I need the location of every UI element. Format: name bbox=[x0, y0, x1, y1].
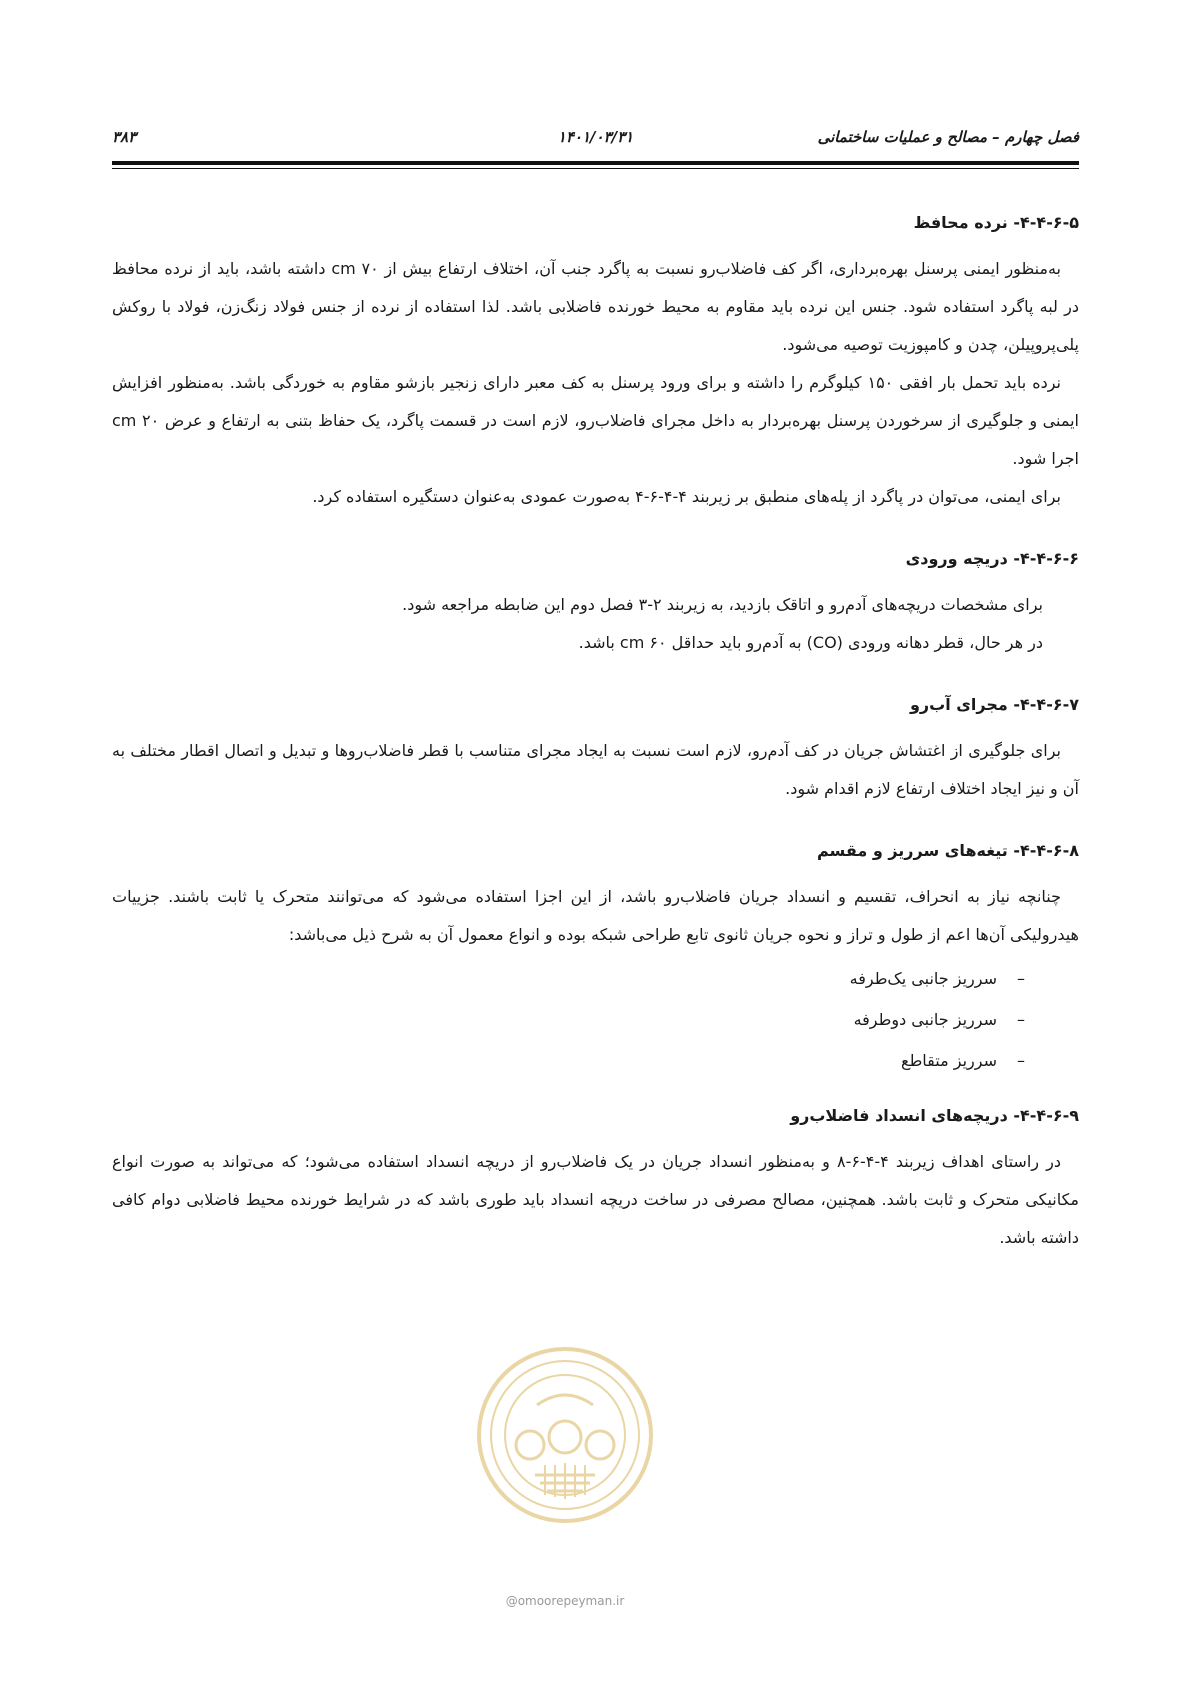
watermark-seal-icon bbox=[475, 1345, 655, 1525]
dash-marker: – bbox=[1017, 1051, 1025, 1070]
section-entry-hatch bbox=[112, 546, 1079, 662]
dash-marker: – bbox=[1017, 1010, 1025, 1029]
paragraph: در هر حال، قطر دهانه ورودی (CO) به آدم‌رو باید حداقل ۶۰ cm باشد. bbox=[578, 633, 1043, 652]
list-item-text: سرریز جانبی یک‌طرفه bbox=[849, 969, 997, 988]
page-header bbox=[112, 128, 1079, 154]
paragraph: برای ایمنی، می‌توان در پاگرد از پله‌های منطبق بر زیربند ۴-۴-۶-۴ به‌صورت عمودی به‌عنوان دستگیره استفاده کرد. bbox=[312, 487, 1061, 506]
list-item bbox=[112, 999, 1025, 1040]
section-guard-rail bbox=[112, 210, 1079, 516]
list-item bbox=[112, 1040, 1025, 1081]
paragraph: به‌منظور ایمنی پرسنل بهره‌برداری، اگر کف فاضلاب‌رو نسبت به پاگرد جنب آن، اختلاف ارتفاع بیش از ۷۰ cm داشته باشد، باید از نرده محافظ در لبه پاگرد استفاده شود. جنس این نرده باید مقاوم به محیط خورنده فاضلابی باشد. لذا استفاده از نرده از جنس فولاد زنگ‌زن، فولاد با روکش پلی‌پروپیلن، چدن و کامپوزیت توصیه می‌شود. bbox=[112, 259, 1079, 354]
dash-marker: – bbox=[1017, 969, 1025, 988]
section-heading: ۴-۴-۶-۸- تیغه‌های سرریز و مقسم bbox=[817, 841, 1079, 860]
section-sewer-gates bbox=[112, 1103, 1079, 1257]
section-water-channel bbox=[112, 692, 1079, 808]
chapter-title: فصل چهارم – مصالح و عملیات ساختمانی bbox=[817, 128, 1079, 146]
paragraph: در راستای اهداف زیربند ۴-۴-۶-۸ و به‌منظور انسداد جریان در یک فاضلاب‌رو از دریچه انسداد استفاده می‌شود؛ که می‌تواند به صورت انواع مکانیکی متحرک و ثابت باشد. همچنین، مصالح مصرفی در ساخت دریچه انسداد باید طوری باشد که در شرایط خورنده محیط فاضلابی دوام کافی داشته باشد. bbox=[112, 1152, 1079, 1247]
watermark-url: @omoorepeyman.ir bbox=[505, 1594, 625, 1608]
page-number: ۳۸۳ bbox=[112, 128, 137, 146]
header-rule-thick bbox=[112, 161, 1079, 165]
section-heading: ۴-۴-۶-۹- دریچه‌های انسداد فاضلاب‌رو bbox=[790, 1106, 1079, 1125]
list-item bbox=[112, 958, 1025, 999]
page-content bbox=[112, 210, 1079, 1257]
section-heading: ۴-۴-۶-۷- مجرای آب‌رو bbox=[909, 695, 1079, 714]
section-weirs bbox=[112, 838, 1079, 1081]
paragraph: برای مشخصات دریچه‌های آدم‌رو و اتاقک بازدید، به زیربند ۲-۳ فصل دوم این ضابطه مراجعه شود. bbox=[402, 595, 1043, 614]
paragraph: چنانچه نیاز به انحراف، تقسیم و انسداد جریان فاضلاب‌رو باشد، از این اجزا استفاده می‌شود که می‌توانند متحرک یا ثابت باشند. جزییات هیدرولیکی آن‌ها اعم از طول و تراز و نحوه جریان ثانوی تابع طراحی شبکه بوده و انواع معمول آن به شرح ذیل می‌باشد: bbox=[112, 887, 1079, 944]
list-item-text: سرریز متقاطع bbox=[901, 1051, 997, 1070]
list-item-text: سرریز جانبی دوطرفه bbox=[853, 1010, 997, 1029]
section-heading: ۴-۴-۶-۵- نرده محافظ bbox=[913, 213, 1079, 232]
weir-type-list bbox=[112, 958, 1079, 1081]
paragraph: برای جلوگیری از اغتشاش جریان در کف آدم‌رو، لازم است نسبت به ایجاد مجرای متناسب با قطر فاضلاب‌روها و تبدیل و اتصال اقطار مختلف به آن و نیز ایجاد اختلاف ارتفاع لازم اقدام شود. bbox=[112, 741, 1079, 798]
paragraph: نرده باید تحمل بار افقی ۱۵۰ کیلوگرم را داشته و برای ورود پرسنل به کف معبر دارای زنجیر بازشو مقاوم به خوردگی باشد. به‌منظور افزایش ایمنی و جلوگیری از سرخوردن پرسنل بهره‌بردار به داخل مجرای فاضلاب‌رو، لازم است در قسمت پاگرد، یک حفاظ بتنی به ارتفاع و عرض ۲۰ cm اجرا شود. bbox=[112, 373, 1079, 468]
header-rule-thin bbox=[112, 168, 1079, 169]
section-heading: ۴-۴-۶-۶- دریچه ورودی bbox=[905, 549, 1079, 568]
header-date: ۱۴۰۱/۰۳/۳۱ bbox=[557, 128, 634, 146]
